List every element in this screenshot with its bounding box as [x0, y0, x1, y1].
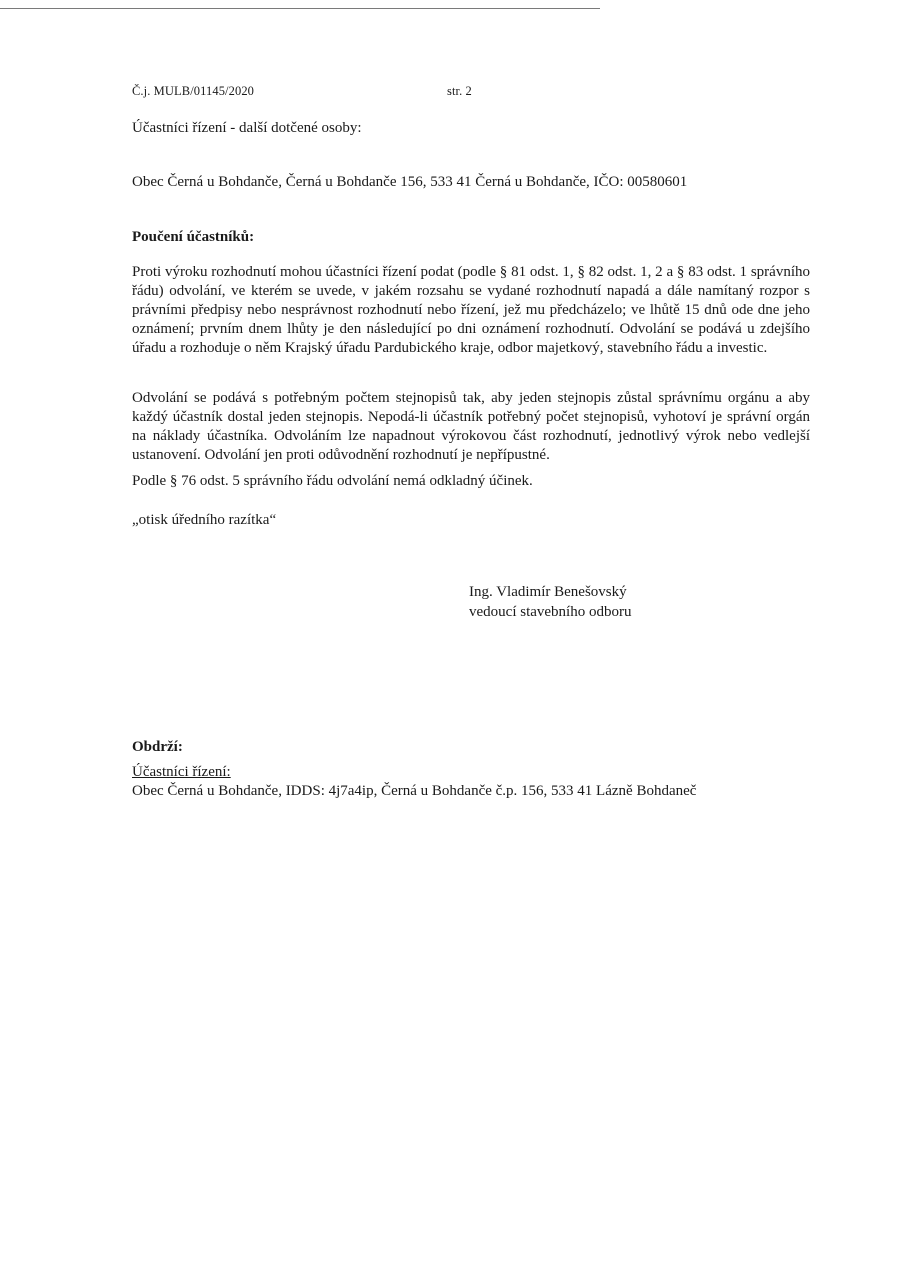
page-number: str. 2 [447, 84, 472, 98]
instruction-paragraph-3: Podle § 76 odst. 5 správního řádu odvolání nemá odkladný účinek. [132, 473, 533, 489]
recipient-entry: Obec Černá u Bohdanče, IDDS: 4j7a4ip, Černá u Bohdanče č.p. 156, 533 41 Lázně Bohdaneč [132, 783, 697, 799]
instruction-paragraph-2: Odvolání se podává s potřebným počtem stejnopisů tak, aby jeden stejnopis zůstal správnímu orgánu a aby každý účastník dostal jeden stejnopis. Nepodá-li účastník potřebný počet stejnopisů, vyhotoví je správní orgán na náklady účastníka. Odvoláním lze napadnout výrokovou část rozhodnutí, jednotlivý výrok nebo vedlejší ustanovení. Odvolání jen proti odůvodnění rozhodnutí je nepřípustné. [132, 390, 810, 463]
signatory-name: Ing. Vladimír Benešovský [469, 584, 627, 600]
top-rule [0, 8, 600, 9]
reference-number: Č.j. MULB/01145/2020 [132, 84, 255, 98]
recipients-heading: Obdrží: [132, 739, 183, 755]
recipients-subheading: Účastníci řízení: [132, 764, 231, 780]
instruction-heading: Poučení účastníků: [132, 229, 255, 245]
other-participants-heading: Účastníci řízení - další dotčené osoby: [132, 120, 362, 136]
signature-block [469, 582, 631, 622]
signatory-title: vedoucí stavebního odboru [469, 604, 632, 620]
other-participants-entry: Obec Černá u Bohdanče, Černá u Bohdanče 156, 533 41 Černá u Bohdanče, IČO: 00580601 [132, 174, 688, 190]
instruction-paragraph-1: Proti výroku rozhodnutí mohou účastníci řízení podat (podle § 81 odst. 1, § 82 odst. 1, 2 a § 83 odst. 1 správního řádu) odvolání, ve kterém se uvede, v jakém rozsahu se vydané rozhodnutí napadá a dále namítaný rozpor s právními předpisy nebo nesprávnost rozhodnutí nebo řízení, jež mu předcházelo; ve lhůtě 15 dnů ode dne jeho oznámení; prvním dnem lhůty je den následující po dni oznámení rozhodnutí. Odvolání se podává u zdejšího úřadu a rozhoduje o něm Krajský úřadu Pardubického kraje, odbor majetkový, stavebního řádu a investic. [132, 264, 810, 356]
stamp-note: „otisk úředního razítka“ [132, 512, 277, 528]
